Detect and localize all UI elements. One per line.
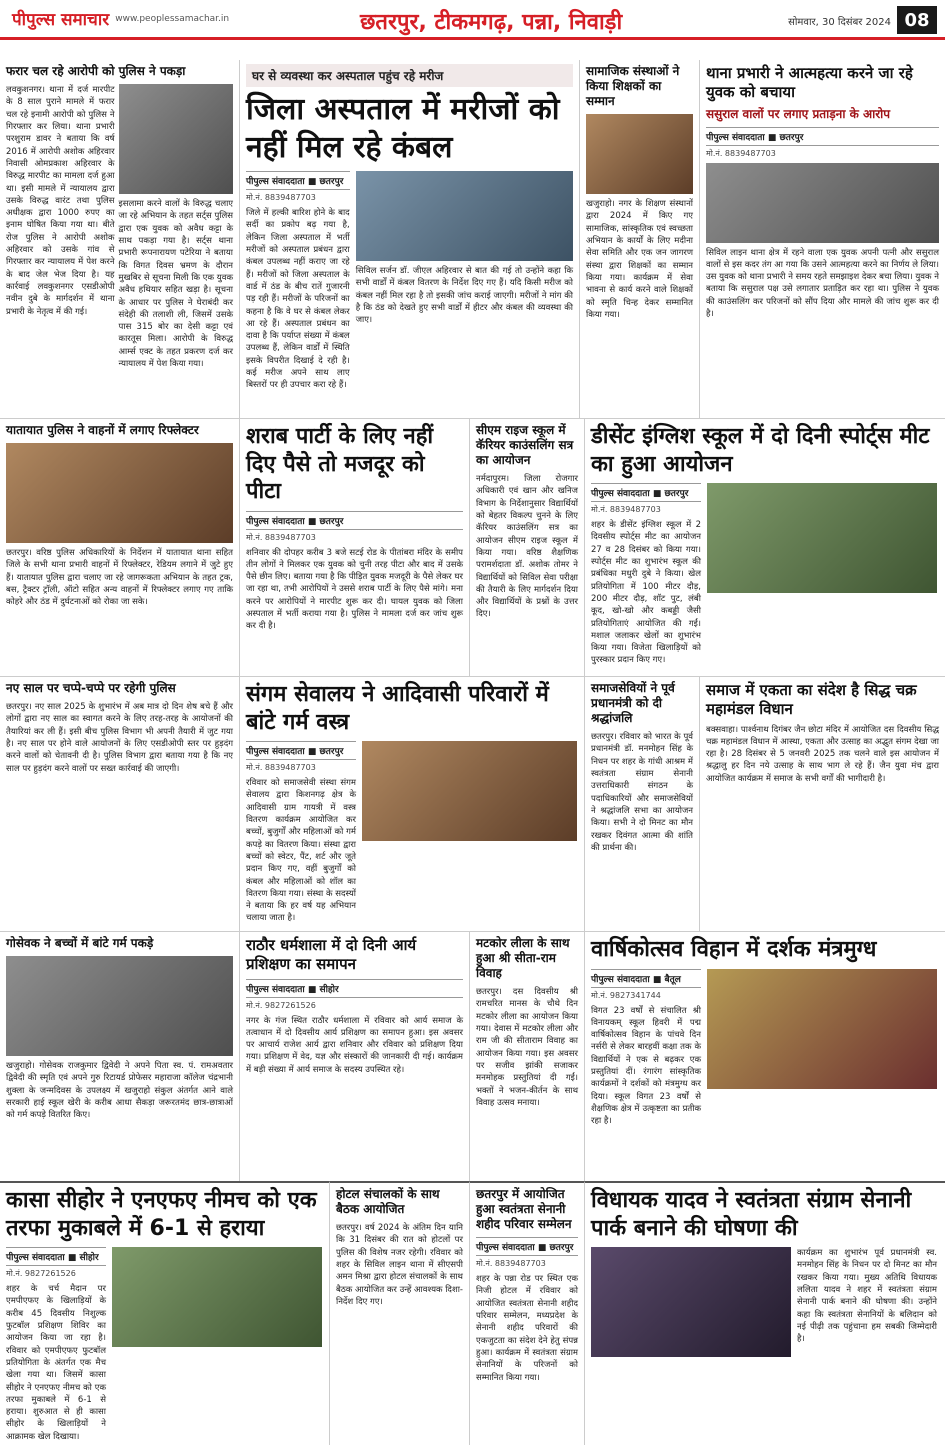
story-arya-training — [240, 931, 470, 1181]
contact: मो.नं. 9827261526 — [246, 1000, 316, 1010]
byline: पीपुल्स संवाददाता ■ सीहोर — [6, 1247, 106, 1266]
headline: डीसेंट इंग्लिश स्कूल में दो दिनी स्पोर्ट्स मीट का हुआ आयोजन — [591, 424, 930, 477]
story-freedom-fighters-meet — [470, 1181, 585, 1445]
story-teachers-honour — [580, 60, 700, 418]
story-warm-clothes — [240, 676, 585, 931]
headline: गोसेवक ने बच्चों में बांटे गर्म पकड़े — [6, 936, 154, 950]
story-body: छतरपुर। दस दिवसीय श्री रामचरित मानस के चौथे दिन मटकोर लीला का आयोजन किया गया। देवास में मटकोर लीला और राम जी की सीताराम विवाह का आयोजन किया गया। इस अवसर पर सजीव झांकी सजाकर मनमोहक प्रस्तुतियां दी गईं। भक्तों ने भजन-कीर्तन के साथ विवाह उत्सव मनाया। — [476, 987, 578, 1108]
headline: होटल संचालकों के साथ बैठक आयोजित — [336, 1187, 440, 1216]
youth-photo — [706, 163, 939, 243]
contact: मो.नं. 9827341744 — [591, 990, 661, 1000]
contact: मो.नं. 8839487703 — [246, 532, 316, 542]
football-photo — [112, 1247, 322, 1347]
contact: मो.नं. 8839487703 — [246, 763, 316, 772]
story-body: छतरपुर। वरिष्ठ पुलिस अधिकारियों के निर्देशन में यातायात थाना सहित जिले के सभी थाना प्रभारी वाहनों में रिफ्लेक्टर, रेडियम लगाने में जुटे हुए हैं। यातायात पुलिस द्वारा चलाए जा रहे जागरूकता अभियान के तहत ट्रक, बस, ट्रैक्टर ट्रॉली, ऑटो सहित अन्य वाहनों में रिफ्लेक्टर लगाए गए ताकि कोहरे और ठंड में दुर्घटनाओं को रोका जा सके। — [6, 548, 233, 608]
headline: सीएम राइज स्कूल में कॅरियर काउंसलिंग सत्र का आयोजन — [476, 423, 574, 467]
headline: विधायक यादव ने स्वतंत्रता संग्राम सेनानी पार्क बनाने की घोषणा की — [591, 1188, 912, 1241]
story-body: लवकुशनगर। थाना में दर्ज मारपीट के 8 साल पुराने मामले में फरार चल रहे इनामी आरोपी को पुलिस ने गिरफ्तार कर लिया। थाना प्रभारी परशुराम डावर ने बताया कि वर्ष 2016 में आरोपी अशोक अहिरवार निवासी ओमप्रकाश अहिरवार के विरुद्ध मारपीट का मामला दर्ज हुआ था। इसी मामले में न्यायालय द्वारा उसके विरुद्ध वारंट तथा पुलिस अधीक्षक द्वारा 1000 रुपए का इनाम घोषित किया गया था। बीते रोज पुलिस ने आरोपी अशोक अहिरवार को उसके गांव से गिरफ्तार कर न्यायालय में पेश करने के बाद जेल भेज दिया है। यह कार्रवाई लवकुशनगर एसडीओपी नवीन दुबे के मार्गदर्शन में थाना प्रभारी के नेतृत्व में की गई। — [6, 85, 115, 317]
byline: पीपुल्स संवाददाता ■ सीहोर — [246, 979, 463, 998]
story-body: नगर के गंज स्थित राठौर धर्मशाला में रविवार को आर्य समाज के तत्वाधान में दो दिवसीय आर्य प्रशिक्षण का समापन हुआ। इस अवसर पर आचार्य राजेश आर्य द्वारा शनिवार और रविवार को प्रशिक्षण दिया गया। प्रशिक्षण में वेद, यज्ञ और संस्कारों की जानकारी दी गई। कार्यक्रम में बड़ी संख्या में आर्य समाज के सदस्य उपस्थित रहे। — [246, 1015, 463, 1075]
story-tribute — [585, 676, 700, 931]
story-police-saved-youth — [700, 60, 945, 418]
story-body: छतरपुर। रविवार को भारत के पूर्व प्रधानमंत्री डॉ. मनमोहन सिंह के निधन पर शहर के गांधी आश्रम में स्वतंत्रता संग्राम सेनानी उत्तराधिकारी संगठन के पदाधिकारियों और समाजसेवियों ने श्रद्धांजलि सभा का आयोजन किया। सभी ने दो मिनट का मौन रखकर दिवंगत आत्मा की शांति की प्रार्थना की। — [591, 732, 693, 853]
story-gosevak-clothes — [0, 931, 240, 1181]
headline: थाना प्रभारी ने आत्महत्या करने जा रहे युवक को बचाया — [706, 64, 913, 101]
story-body: सिविल लाइन थाना क्षेत्र में रहने वाला एक युवक अपनी पत्नी और ससुराल वालों से इस कदर तंग आ गया कि उसने आत्महत्या करने का निर्णय ले लिया। उस युवक को थाना प्रभारी ने समय रहते समझाइश देकर बचा लिया। युवक ने बताया कि ससुराल पक्ष उसे लगातार प्रताड़ित कर रहा था। पुलिस ने युवक की काउंसलिंग कर परिजनों को सौंप दिया और मामले की जांच शुरू कर दी है। — [706, 247, 939, 320]
headline: यातायात पुलिस ने वाहनों में लगाए रिफ्लेक्टर — [6, 423, 199, 437]
hospital-ward-photo — [356, 171, 573, 261]
story-hotel-meeting — [330, 1181, 470, 1445]
headline: वार्षिकोत्सव विहान में दर्शक मंत्रमुग्ध — [591, 937, 877, 962]
stage-performance-photo — [707, 969, 937, 1089]
contact: मो.नं. 8839487703 — [476, 1259, 546, 1268]
story-body: शनिवार की दोपहर करीब 3 बजे सटई रोड के पीतांबरा मंदिर के समीप तीन लोगों ने मिलकर एक युवक को चुनी तरह पीटा और बाद में उसके पैसे छीन लिए। बताया गया है कि पीड़ित युवक मजदूरी के पैसे लेकर घर जा रहा था, तभी आरोपियों ने उससे शराब पार्टी के लिए पैसे मांगे। मना करने पर आरोपियों ने मारपीट शुरू कर दी। घायल युवक को जिला अस्पताल में भर्ती कराया गया है। पुलिस ने मामला दर्ज कर जांच शुरू कर दी है। — [246, 547, 463, 632]
kicker: घर से व्यवस्था कर अस्पताल पहुंच रहे मरीज — [246, 64, 573, 87]
children-photo — [6, 956, 233, 1056]
story-traffic-reflectors — [0, 418, 240, 676]
story-body: बक्सवाहा। पार्श्वनाथ दिगंबर जैन छोटा मंदिर में आयोजित दस दिवसीय सिद्ध चक्र महामंडल विधान में आस्था, एकता और उत्साह का अद्भुत संगम देखा जा रहा है। 28 दिसंबर से 5 जनवरी 2025 तक चलने वाले इस आयोजन में श्रद्धालु हर दिन नये उत्साह के साथ भाग ले रहे हैं। जैन युवा मंच द्वारा आयोजित कार्यक्रम में समाज के सभी वर्गों की भागीदारी है। — [706, 724, 939, 784]
byline: पीपुल्स संवाददाता ■ छतरपुर — [476, 1237, 578, 1256]
story-body: नर्मदापुरम। जिला रोजगार अधिकारी एवं खान और खनिज विभाग के निर्देशानुसार विद्यार्थियों को बेहतर विकल्प चुनने के लिए कॅरियर काउंसलिंग सत्र का आयोजन सीएम राइज स्कूल में किया गया। वरिष्ठ शैक्षणिक परामर्शदाता डॉ. अशोक तोमर ने विद्यार्थियों को सिविल सेवा परीक्षा की तैयारी के लिए मार्गदर्शन दिया और विद्यार्थियों के प्रश्नों के उत्तर दिए। — [476, 474, 578, 620]
page-number: 08 — [897, 6, 937, 34]
headline: जिला अस्पताल में मरीजों को नहीं मिल रहे कंबल — [246, 92, 560, 165]
story-body: खजुराहो। गोसेवक राजकुमार द्विवेदी ने अपने पिता स्व. पं. रामअवतार द्विवेदी की स्मृति एवं अपने गुरु रिटायर्ड प्रोफेसर महाराजा कॉलेज चंद्रभानी शुक्ला के जन्मदिवस के उपलक्ष्य में खजुराहो संकुल अंतर्गत आने वाले सरकारी हाई स्कूल खेरी के करीब आधा सैकड़ा जरूरतमंद छात्र-छात्राओं को गर्म कपड़े वितरित किए। — [6, 1061, 233, 1121]
issue-date: सोमवार, 30 दिसंबर 2024 — [788, 17, 891, 28]
headline: समाज में एकता का संदेश है सिद्ध चक्र महामंडल विधान — [706, 681, 917, 718]
section-title: छतरपुर, टीकमगढ़, पन्ना, निवाड़ी — [360, 10, 623, 35]
felicitation-photo — [591, 1247, 791, 1357]
website-url[interactable]: www.peoplessamachar.in — [115, 13, 230, 24]
story-football-match — [0, 1181, 330, 1445]
story-body-2: इसलामा करने वालों के विरुद्ध चलाए जा रहे अभियान के तहत सर्ट्स पुलिस द्वारा एक युवक को अवैध कट्टा के साथ पकड़ा गया है। सर्ट्स थाना प्रभारी रूपनारायण पटेरिया ने बताया कि विगत दिवस भ्रमण के दौरान मुखबिर से सूचना मिली कि एक युवक अवैध हथियार सहित खड़ा है। सूचना के आधार पर पुलिस ने घेराबंदी कर संदेही की तलाशी ली, जिसमें उसके पास 315 बोर का देसी कट्टा एवं कारतूस मिला। आरोपी के विरुद्ध आर्म्स एक्ट के तहत प्रकरण दर्ज कर न्यायालय में पेश किया गया। — [118, 199, 233, 370]
newspaper-logo[interactable]: पीपुल्स समाचार — [12, 10, 110, 30]
headline: नए साल पर चप्पे-चप्पे पर रहेगी पुलिस — [6, 681, 176, 695]
subheadline: ससुराल वालों पर लगाए प्रताड़ना के आरोप — [706, 106, 891, 121]
byline: पीपुल्स संवाददाता ■ छतरपुर — [591, 483, 701, 502]
headline: फरार चल रहे आरोपी को पुलिस ने पकड़ा — [6, 64, 186, 78]
honour-photo — [586, 114, 693, 194]
story-siddha-chakra — [700, 676, 945, 931]
story-body: छतरपुर। नए साल 2025 के शुभारंभ में अब मात्र दो दिन शेष बचे हैं और लोगों द्वारा नए साल का स्वागत करने के लिए तरह-तरह के आयोजनों की तैयारियां कर ली हैं। इसी बीच पुलिस विभाग भी अपनी तैयारी में जुट गया है। नए साल पर होने वाले आयोजनों के लिए एसडीओपी स्तर पर हुड़दंग करने वालों को चेतावनी दी है। पुलिस विभाग द्वारा बताया गया है कि नए साल पर हुड़दंग करने वालों पर सख्त कार्रवाई की जाएगी। — [6, 702, 233, 774]
story-body: खजुराहो। नगर के शिक्षण संस्थानों द्वारा 2024 में किए गए सामाजिक, सांस्कृतिक एवं स्वच्छता अभियान के कार्यों के लिए मदीना सेवा समिति और एक जन जागरण संस्था द्वारा शिक्षकों का सम्मान किया गया। कार्यक्रम में सेवा भावना से कार्य करने वाले शिक्षकों को स्मृति चिन्ह देकर सम्मानित किया गया। — [586, 199, 693, 320]
story-absconding-accused — [0, 60, 240, 418]
story-body: शहर के डीसेंट इंग्लिश स्कूल में 2 दिवसीय स्पोर्ट्स मीट का आयोजन 27 व 28 दिसंबर को किया गया। स्पोर्ट्स मीट का शुभारंभ स्कूल की प्रबंधिका मधुरी दुबे ने किया। खेल प्रतियोगिता में 100 मीटर दौड़, 200 मीटर दौड़, शॉट पुट, लंबी कूद, खो-खो और कबड्डी जैसी प्रतियोगिताएं आयोजित की गईं। मशाल जलाकर खेलों का शुभारंभ किया गया। विजेता खिलाड़ियों को पुरस्कार प्रदान किए गए। — [591, 520, 701, 666]
contact: मो.नं. 9827261526 — [6, 1269, 76, 1278]
story-body: रविवार को समाजसेवी संस्था संगम सेवालय द्वारा किशनगढ़ क्षेत्र के आदिवासी ग्राम गायत्री में वस्त्र वितरण कार्यक्रम आयोजित कर बच्चों, बुजुर्गों और महिलाओं को गर्म कपड़े का वितरण किया। संस्था द्वारा बच्चों को स्वेटर, पैंट, शर्ट और जूते प्रदान किए गए, वहीं बुजुर्गों को कंबल और महिलाओं को शॉल का वितरण किया गया। संस्था के सदस्यों ने बताया कि हर वर्ष यह अभियान चलाया जाता है। — [246, 778, 356, 924]
police-photo — [119, 84, 233, 194]
headline: कासा सीहोर ने एनएफए नीमच को एक तरफा मुकाबले में 6-1 से हराया — [6, 1188, 317, 1241]
distribution-photo — [362, 741, 577, 841]
masthead — [0, 0, 945, 40]
story-sports-meet — [585, 418, 945, 676]
sports-meet-photo — [707, 483, 937, 593]
story-body: विगत 23 वर्षों से संचालित श्री विनायकम् स्कूल हिवरी में पद्म वार्षिकोत्सव विहान के पांचवे दिन नर्सरी से लेकर बारहवीं कक्षा तक के विद्यार्थियों ने एक से बढ़कर एक प्रस्तुतियां दीं। रंगारंग सांस्कृतिक कार्यक्रमों ने दर्शकों को मंत्रमुग्ध कर दिया। स्कूल विगत 23 वर्षों से शैक्षणिक क्षेत्र में उत्कृष्टता का प्रतीक रहा है। — [591, 1005, 701, 1127]
headline: संगम सेवालय ने आदिवासी परिवारों में बांटे गर्म वस्त्र — [246, 682, 549, 735]
headline: शराब पार्टी के लिए नहीं दिए पैसे तो मजदूर को पीटा — [246, 424, 434, 504]
byline: पीपुल्स संवाददाता ■ छतरपुर — [246, 171, 350, 190]
contact: मो.नं. 8839487703 — [246, 193, 316, 202]
story-mla-park-announcement — [585, 1181, 945, 1445]
story-body: कार्यक्रम का शुभारंभ पूर्व प्रधानमंत्री स्व. मनमोहन सिंह के निधन पर दो मिनट का मौन रखकर किया गया। मुख्य अतिथि विधायक ललिता यादव ने शहर में स्वतंत्रता संग्राम सेनानी पार्क बनाने की घोषणा की। उन्होंने कहा कि स्वतंत्रता सेनानियों के बलिदान को नई पीढ़ी तक पहुंचाना हम सबकी जिम्मेदारी है। — [797, 1248, 937, 1345]
story-new-year-police — [0, 676, 240, 931]
headline: समाजसेवियों ने पूर्व प्रधानमंत्री को दी श्रद्धांजलि — [591, 681, 675, 725]
story-body: छतरपुर। वर्ष 2024 के अंतिम दिन यानि कि 31 दिसंबर की रात को होटलों पर पुलिस की विशेष नजर रहेगी। रविवार को शहर के सिविल लाइन थाना में सीएसपी अमन मिश्रा द्वारा होटल संचालकों के साथ बैठक आयोजित कर उन्हें आवश्यक दिशा-निर्देश दिए गए। — [336, 1223, 463, 1307]
contact: मो.नं. 8839487703 — [591, 505, 661, 514]
story-body: शहर के चर्च मैदान पर एमपीएफए के खिलाड़ियों के करीब 45 दिवसीय निशुल्क फुटबॉल प्रशिक्षण शिविर का आयोजन किया जा रहा है। रविवार को एमपीएफए फुटबॉल प्रतियोगिता के अंतर्गत एक मैच खेला गया था। जिसमें कासा सीहोर ने एनएफए नीमच को एक तरफा मुकाबले में 6-1 से हराया। शुरुआत से ही कासा सीहोर के खिलाड़ियों ने आक्रामक खेल दिखाया। — [6, 1284, 106, 1442]
story-labourer-beaten — [240, 418, 470, 676]
contact: मो.नं. 8839487703 — [706, 148, 776, 158]
story-body-2: सिविल सर्जन डॉ. जीएल अहिरवार से बात की गई तो उन्होंने कहा कि सभी वार्डों में कंबल वितरण के निर्देश दिए गए हैं। यदि किसी मरीज को कंबल नहीं मिल रहा है तो इसकी जांच कराई जाएगी। मरीजों ने मांग की है कि ठंड को देखते हुए सभी वार्डों में हीटर और कंबल की व्यवस्था की जाए। — [355, 266, 573, 326]
byline: पीपुल्स संवाददाता ■ छतरपुर — [246, 741, 356, 760]
byline: पीपुल्स संवाददाता ■ छतरपुर — [706, 127, 939, 146]
headline: मटकोर लीला के साथ हुआ श्री सीता-राम विवाह — [476, 936, 570, 980]
story-body: जिले में हल्की बारिश होने के बाद सर्दी का प्रकोप बढ़ गया है, लेकिन जिला अस्पताल में भर्ती मरीजों को अस्पताल प्रबंधन द्वारा कंबल उपलब्ध नहीं कराए जा रहे हैं। मरीजों को जिला अस्पताल के वार्ड में ठंड के बीच रातें गुजारनी पड़ रही हैं। मरीजों के परिजनों का कहना है कि वे घर से कंबल लेकर आ रहे हैं। अस्पताल प्रबंधन का दावा है कि पर्याप्त संख्या में कंबल उपलब्ध हैं, लेकिन वार्डों में स्थिति इसके विपरीत दिखाई दे रही है। कई मरीज अपने साथ लाए बिस्तरों पर ही उपचार करा रहे हैं। — [246, 208, 350, 391]
story-body: शहर के पन्ना रोड पर स्थित एक निजी होटल में रविवार को आयोजित स्वतंत्रता सेनानी शहीद परिवार सम्मेलन, मध्यप्रदेश के सेनानी शहीद परिवारों की एकजुटता का संदेश देने हेतु संपन्न हुआ। कार्यक्रम में स्वतंत्रता संग्राम सेनानियों के परिजनों को सम्मानित किया गया। — [476, 1274, 578, 1383]
headline: राठौर धर्मशाला में दो दिनी आर्य प्रशिक्षण का समापन — [246, 936, 417, 973]
story-hospital-blankets — [240, 60, 580, 418]
truck-photo — [6, 443, 233, 543]
byline: पीपुल्स संवाददाता ■ छतरपुर — [246, 511, 463, 530]
story-annual-function — [585, 931, 945, 1181]
story-sita-ram-vivah — [470, 931, 585, 1181]
byline: पीपुल्स संवाददाता ■ बैतूल — [591, 969, 701, 988]
headline: छतरपुर में आयोजित हुआ स्वतंत्रता सेनानी शहीद परिवार सम्मेलन — [476, 1187, 572, 1231]
story-career-counselling — [470, 418, 585, 676]
headline: सामाजिक संस्थाओं ने किया शिक्षकों का सम्मान — [586, 64, 680, 108]
